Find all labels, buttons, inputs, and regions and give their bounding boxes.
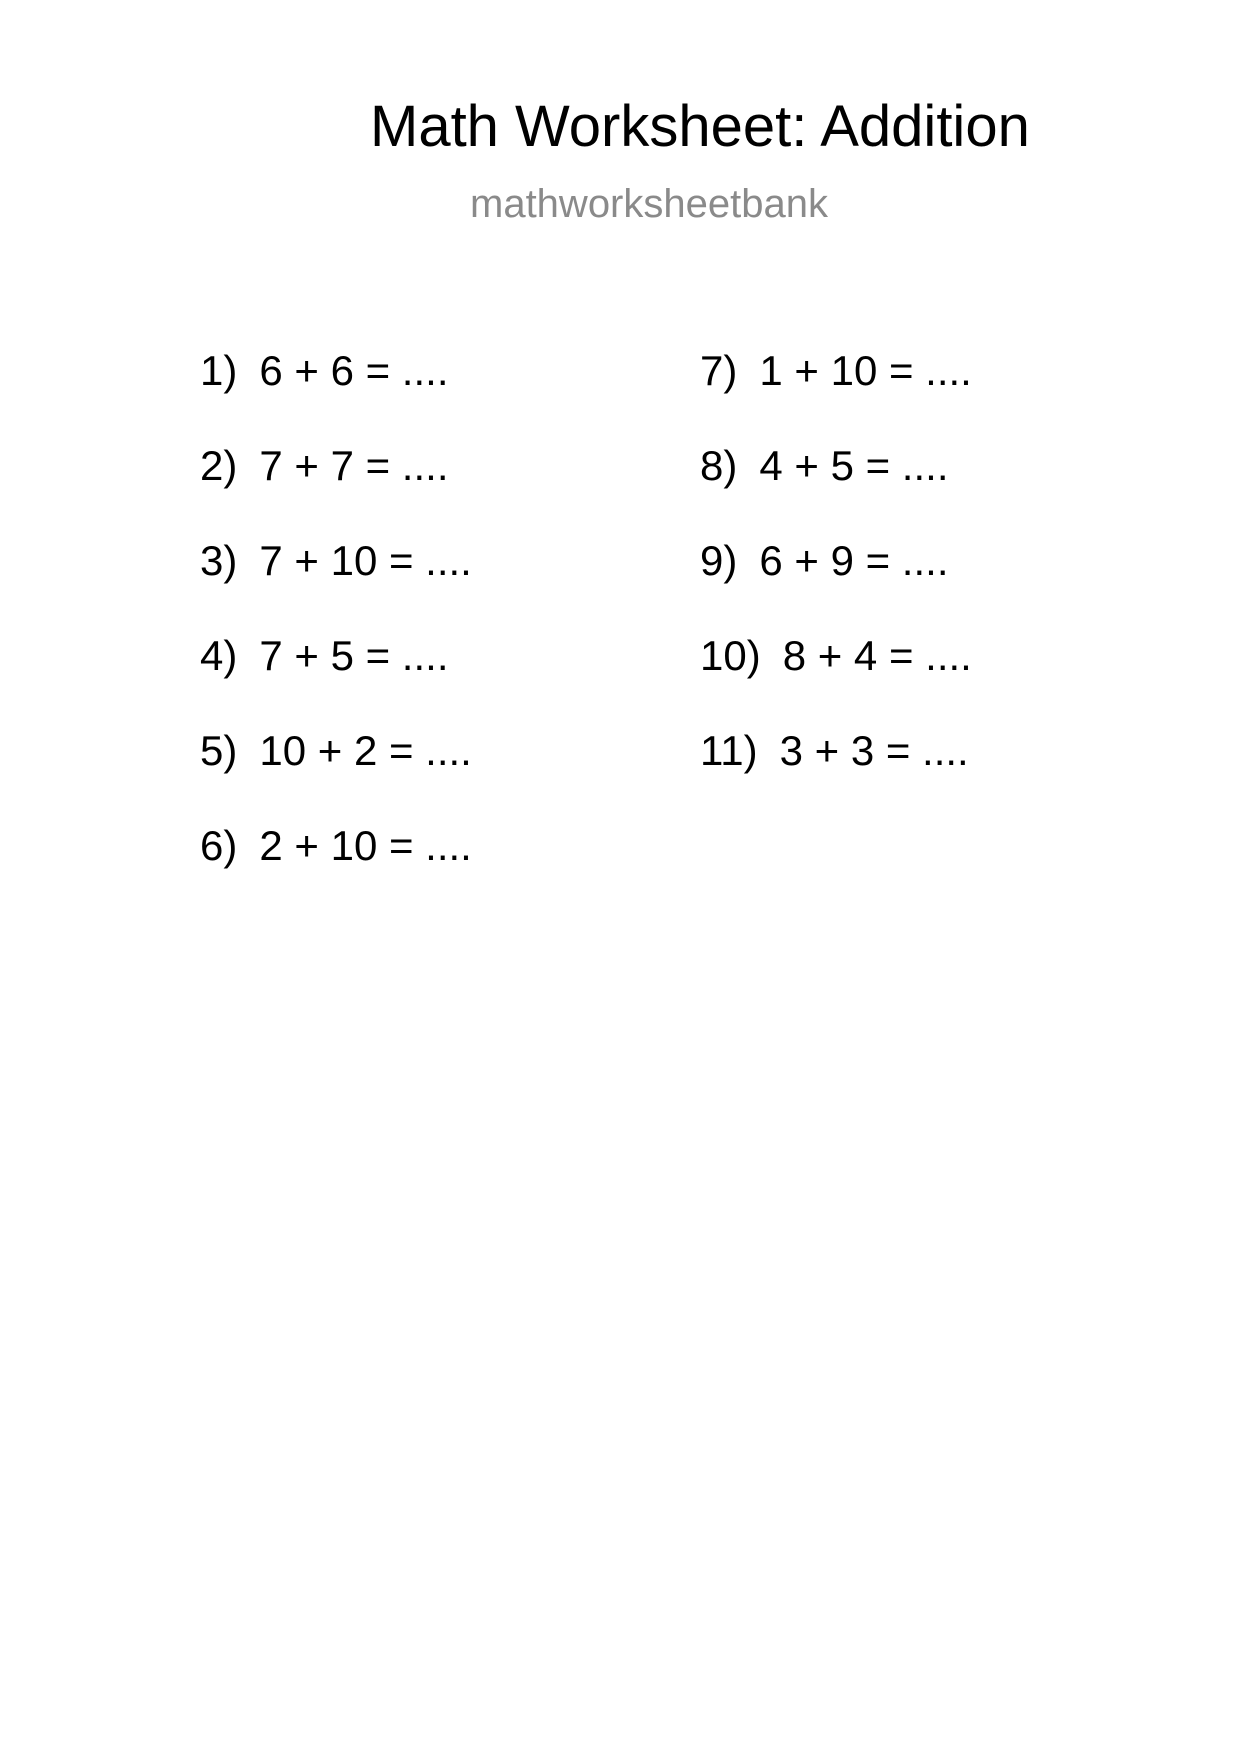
page-subtitle: mathworksheetbank <box>470 182 828 226</box>
problem-number: 7) <box>700 347 738 394</box>
problem-number: 2) <box>200 442 238 489</box>
problem-number: 5) <box>200 727 238 774</box>
problem-number: 1) <box>200 347 238 394</box>
problem-item <box>700 632 1120 730</box>
problem-expression: 6 + 9 = .... <box>759 537 949 584</box>
problem-number: 11) <box>700 727 758 774</box>
problem-item <box>200 822 620 920</box>
problem-item <box>200 727 620 825</box>
problem-item <box>700 442 1120 540</box>
problems-column-left <box>200 347 620 920</box>
problem-expression: 3 + 3 = .... <box>779 727 969 774</box>
problem-expression: 2 + 10 = .... <box>259 822 472 869</box>
page-title: Math Worksheet: Addition <box>370 94 1030 159</box>
problem-number: 4) <box>200 632 238 679</box>
problem-expression: 1 + 10 = .... <box>759 347 972 394</box>
problems-column-right <box>700 347 1120 825</box>
problem-expression: 7 + 10 = .... <box>259 537 472 584</box>
problem-item <box>700 537 1120 635</box>
problem-expression: 4 + 5 = .... <box>759 442 949 489</box>
problem-number: 9) <box>700 537 738 584</box>
problem-item <box>200 442 620 540</box>
problem-expression: 6 + 6 = .... <box>259 347 449 394</box>
problem-expression: 7 + 5 = .... <box>259 632 449 679</box>
problem-number: 10) <box>700 632 761 679</box>
problem-number: 6) <box>200 822 238 869</box>
problem-number: 8) <box>700 442 738 489</box>
problem-number: 3) <box>200 537 238 584</box>
problem-expression: 8 + 4 = .... <box>782 632 972 679</box>
problem-item <box>200 632 620 730</box>
problem-item <box>200 537 620 635</box>
problem-item <box>700 727 1120 825</box>
problem-item <box>200 347 620 445</box>
problem-item <box>700 347 1120 445</box>
problem-expression: 7 + 7 = .... <box>259 442 449 489</box>
problem-expression: 10 + 2 = .... <box>259 727 472 774</box>
